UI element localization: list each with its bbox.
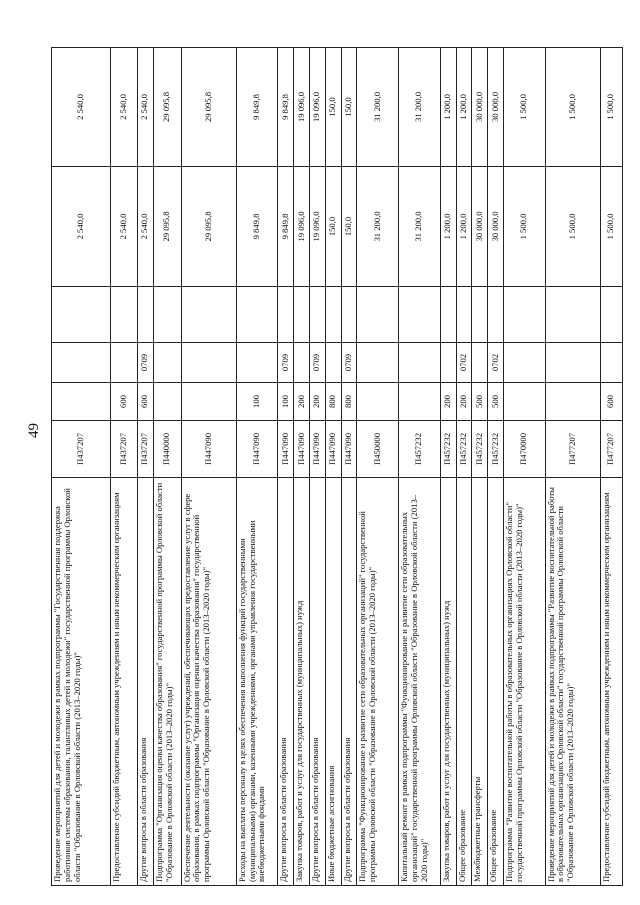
row-value-1-cell: 30 000,0 — [472, 167, 488, 287]
table-row — [52, 48, 111, 886]
row-name-cell: Подпрограмма "Функционирование и развитие сети образовательных организаций" государственной программы Орловской области "Образование в Орловской области (2013–2020 годы)" — [357, 478, 399, 886]
row-rz-cell: 0709 — [278, 343, 294, 383]
rotated-table-container — [51, 48, 623, 886]
row-code-cell: П447090 — [181, 421, 236, 478]
row-code-cell: П447090 — [278, 421, 294, 478]
row-pr-cell — [278, 287, 294, 343]
row-name-cell: Подпрограмма "Организация оценки качества образования" государственной программы Орловской области "Образование в Орловской области (2013–2020 годы)" — [153, 478, 181, 886]
row-name-cell: Другие вопросы в области образования — [278, 478, 294, 886]
row-vr-cell: 200 — [440, 383, 456, 421]
row-vr-cell: 200 — [294, 383, 310, 421]
row-vr-cell: 800 — [325, 383, 341, 421]
row-value-2-cell: 1 500,0 — [600, 48, 622, 167]
row-vr-cell — [52, 383, 111, 421]
row-name-cell: Проведение мероприятий для детей и молодежи в рамках подпрограммы "Развитие воспитательной работы в образовательных организациях Орловской области" государственной программы Орловской области "Образование в Орловской области (2013–2020 годы)" — [545, 478, 600, 886]
row-value-2-cell: 29 095,8 — [153, 48, 181, 167]
row-value-2-cell: 1 200,0 — [456, 48, 472, 167]
row-pr-cell — [488, 287, 504, 343]
row-value-1-cell: 2 540,0 — [110, 167, 137, 287]
table-row — [488, 48, 504, 886]
row-pr-cell — [181, 287, 236, 343]
row-rz-cell — [503, 343, 545, 383]
row-pr-cell — [399, 287, 441, 343]
row-value-1-cell: 31 200,0 — [357, 167, 399, 287]
row-code-cell: П447090 — [236, 421, 278, 478]
row-vr-cell — [503, 383, 545, 421]
row-name-cell: Расходы на выплаты персоналу в целях обеспечения выполнения функций государственными (муниципальными) органами, казенными учреждениями, органами управления государственными внебюджетными фондами — [236, 478, 278, 886]
row-value-2-cell: 2 540,0 — [52, 48, 111, 167]
row-value-1-cell: 1 500,0 — [545, 167, 600, 287]
row-value-1-cell: 31 200,0 — [399, 167, 441, 287]
row-value-2-cell: 31 200,0 — [399, 48, 441, 167]
row-code-cell: П457232 — [488, 421, 504, 478]
row-pr-cell — [456, 287, 472, 343]
row-vr-cell — [399, 383, 441, 421]
row-rz-cell — [110, 343, 137, 383]
row-code-cell: П440000 — [153, 421, 181, 478]
table-row — [545, 48, 600, 886]
table-row — [153, 48, 181, 886]
row-value-2-cell: 19 096,0 — [309, 48, 325, 167]
row-value-1-cell: 2 540,0 — [137, 167, 153, 287]
row-vr-cell: 200 — [309, 383, 325, 421]
table-row — [309, 48, 325, 886]
row-value-1-cell: 1 500,0 — [600, 167, 622, 287]
row-rz-cell — [153, 343, 181, 383]
budget-table-body — [52, 48, 623, 886]
row-code-cell: П457232 — [399, 421, 441, 478]
row-pr-cell — [110, 287, 137, 343]
row-value-1-cell: 19 096,0 — [309, 167, 325, 287]
row-value-1-cell: 1 200,0 — [440, 167, 456, 287]
row-name-cell: Другие вопросы в области образования — [341, 478, 357, 886]
row-name-cell: Предоставление субсидий бюджетным, автономным учреждениям и иным некоммерческим организациям — [110, 478, 137, 886]
row-name-cell: Капитальный ремонт в рамках подпрограммы "Функционирование и развитие сети образовательных организаций" государственной программы Орловской области "Образование в Орловской области (2013–2020 годы)" — [399, 478, 441, 886]
row-code-cell: П457232 — [472, 421, 488, 478]
row-pr-cell — [503, 287, 545, 343]
row-rz-cell — [325, 343, 341, 383]
row-value-2-cell: 2 540,0 — [110, 48, 137, 167]
row-rz-cell: 0702 — [456, 343, 472, 383]
row-value-1-cell: 1 200,0 — [456, 167, 472, 287]
row-value-2-cell: 31 200,0 — [357, 48, 399, 167]
row-vr-cell: 100 — [278, 383, 294, 421]
row-rz-cell — [181, 343, 236, 383]
row-code-cell: П447090 — [294, 421, 310, 478]
table-row — [341, 48, 357, 886]
row-vr-cell: 200 — [456, 383, 472, 421]
row-rz-cell: 0709 — [309, 343, 325, 383]
row-value-2-cell: 29 095,8 — [181, 48, 236, 167]
row-value-1-cell: 150,0 — [341, 167, 357, 287]
row-rz-cell — [52, 343, 111, 383]
page-number: 49 — [26, 423, 42, 438]
row-value-2-cell: 1 500,0 — [545, 48, 600, 167]
row-vr-cell: 500 — [488, 383, 504, 421]
row-name-cell: Общее образование — [456, 478, 472, 886]
row-value-2-cell: 1 500,0 — [503, 48, 545, 167]
row-rz-cell — [399, 343, 441, 383]
table-row — [472, 48, 488, 886]
row-code-cell: П447090 — [309, 421, 325, 478]
row-vr-cell: 600 — [137, 383, 153, 421]
row-value-2-cell: 2 540,0 — [137, 48, 153, 167]
budget-table — [51, 47, 623, 886]
table-row — [399, 48, 441, 886]
row-vr-cell: 800 — [341, 383, 357, 421]
row-rz-cell: 0709 — [341, 343, 357, 383]
row-pr-cell — [325, 287, 341, 343]
row-value-1-cell: 2 540,0 — [52, 167, 111, 287]
row-pr-cell — [294, 287, 310, 343]
row-rz-cell — [236, 343, 278, 383]
row-value-2-cell: 9 849,8 — [236, 48, 278, 167]
row-code-cell: П470000 — [503, 421, 545, 478]
row-vr-cell — [181, 383, 236, 421]
row-name-cell: Закупка товаров, работ и услуг для государственных (муниципальных) нужд — [440, 478, 456, 886]
row-value-1-cell: 150,0 — [325, 167, 341, 287]
row-value-2-cell: 9 849,8 — [278, 48, 294, 167]
row-value-1-cell: 9 849,8 — [236, 167, 278, 287]
row-name-cell: Другие вопросы в области образования — [137, 478, 153, 886]
row-rz-cell — [294, 343, 310, 383]
row-code-cell: П477207 — [600, 421, 622, 478]
table-row — [503, 48, 545, 886]
row-pr-cell — [440, 287, 456, 343]
table-row — [137, 48, 153, 886]
table-row — [181, 48, 236, 886]
row-pr-cell — [309, 287, 325, 343]
row-code-cell: П450000 — [357, 421, 399, 478]
row-code-cell: П437207 — [52, 421, 111, 478]
row-value-1-cell: 9 849,8 — [278, 167, 294, 287]
row-value-1-cell: 29 095,8 — [153, 167, 181, 287]
row-value-1-cell: 29 095,8 — [181, 167, 236, 287]
row-pr-cell — [137, 287, 153, 343]
table-row — [600, 48, 622, 886]
row-rz-cell — [600, 343, 622, 383]
row-rz-cell — [357, 343, 399, 383]
row-pr-cell — [52, 287, 111, 343]
row-code-cell: П457232 — [440, 421, 456, 478]
row-name-cell: Закупка товаров, работ и услуг для государственных (муниципальных) нужд — [294, 478, 310, 886]
row-vr-cell — [357, 383, 399, 421]
row-pr-cell — [236, 287, 278, 343]
row-vr-cell: 100 — [236, 383, 278, 421]
row-code-cell: П477207 — [545, 421, 600, 478]
row-name-cell: Подпрограмма "Развитие воспитательной работы в образовательных организациях Орловской области" государственной программы Орловской области "Образование в Орловской области (2013–2020 годы)" — [503, 478, 545, 886]
row-code-cell: П437207 — [110, 421, 137, 478]
row-value-2-cell: 1 200,0 — [440, 48, 456, 167]
table-row — [110, 48, 137, 886]
row-pr-cell — [472, 287, 488, 343]
row-pr-cell — [357, 287, 399, 343]
row-vr-cell: 600 — [110, 383, 137, 421]
row-rz-cell — [545, 343, 600, 383]
row-pr-cell — [545, 287, 600, 343]
row-vr-cell: 600 — [600, 383, 622, 421]
row-code-cell: П437207 — [137, 421, 153, 478]
table-row — [294, 48, 310, 886]
row-vr-cell — [545, 383, 600, 421]
row-pr-cell — [341, 287, 357, 343]
row-name-cell: Проведение мероприятий для детей и молодежи в рамках подпрограммы "Государственная поддержка работников системы образования, талантливых детей и молодежи" государственной программы Орловской области "Образование в Орловской области (2013–2020 годы)" — [52, 478, 111, 886]
row-name-cell: Межбюджетные трансферты — [472, 478, 488, 886]
row-name-cell: Другие вопросы в области образования — [309, 478, 325, 886]
row-value-1-cell: 1 500,0 — [503, 167, 545, 287]
row-vr-cell: 500 — [472, 383, 488, 421]
row-value-1-cell: 30 000,0 — [488, 167, 504, 287]
row-rz-cell: 0702 — [488, 343, 504, 383]
row-pr-cell — [153, 287, 181, 343]
row-name-cell: Предоставление субсидий бюджетным, автономным учреждениям и иным некоммерческим организациям — [600, 478, 622, 886]
row-rz-cell — [440, 343, 456, 383]
table-row — [325, 48, 341, 886]
row-name-cell: Общее образование — [488, 478, 504, 886]
row-pr-cell — [600, 287, 622, 343]
row-code-cell: П447090 — [341, 421, 357, 478]
row-name-cell: Иные бюджетные ассигнования — [325, 478, 341, 886]
row-value-2-cell: 150,0 — [325, 48, 341, 167]
table-row — [357, 48, 399, 886]
row-value-2-cell: 30 000,0 — [472, 48, 488, 167]
row-code-cell: П457232 — [456, 421, 472, 478]
row-value-1-cell: 19 096,0 — [294, 167, 310, 287]
row-value-2-cell: 19 096,0 — [294, 48, 310, 167]
row-value-2-cell: 30 000,0 — [488, 48, 504, 167]
row-name-cell: Обеспечение деятельности (оказание услуг) учреждений, обеспечивающих предоставление услуг в сфере образования, в рамках подпрограммы "Организация оценки качества образования" государственной программы Орловской области "Образование в Орловской области (2013–2020 годы)" — [181, 478, 236, 886]
table-row — [456, 48, 472, 886]
table-row — [440, 48, 456, 886]
row-value-2-cell: 150,0 — [341, 48, 357, 167]
row-rz-cell — [472, 343, 488, 383]
row-vr-cell — [153, 383, 181, 421]
table-row — [236, 48, 278, 886]
row-rz-cell: 0709 — [137, 343, 153, 383]
row-code-cell: П447090 — [325, 421, 341, 478]
table-row — [278, 48, 294, 886]
